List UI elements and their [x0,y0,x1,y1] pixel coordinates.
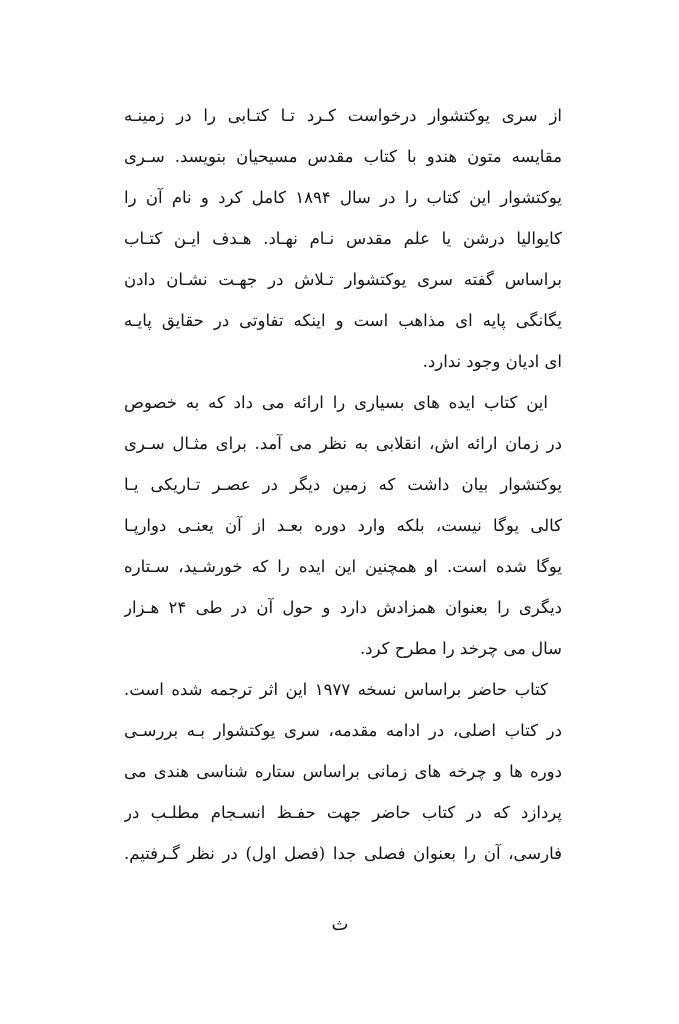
paragraph-3-line-4: پردازد که در کتاب حاضر جهت حفـظ انسـجام مطلـب در [124,803,562,822]
paragraph-2-line-2: در زمان ارائه اش، انقلابی به نظر می آمد. برای مثـال سـری [124,434,562,453]
paragraph-2-line-1: این کتاب ایده های بسیاری را ارائه می داد که به خصوص [124,393,548,412]
paragraph-3-line-1: کتاب حاضر براساس نسخه ۱۹۷۷ این اثر ترجمه شده است. [124,680,548,699]
paragraph-1-line-3: یوکتشوار این کتاب را در سال ۱۸۹۴ کامل کرد و نام آن را [124,188,562,207]
paragraph-1-line-7: ای ادیان وجود ندارد. [422,352,562,371]
paragraph-2-line-6: دیگری را بعنوان همزادش دارد و حول آن در طی ۲۴ هـزار [124,598,562,617]
paragraph-1-line-1: از سری یوکتشوار درخواست کـرد تـا کتـابی را در زمینـه [124,106,562,125]
paragraph-3-line-5: فارسی، آن را بعنوان فصلی جدا (فصل اول) در نظر گـرفتیم. [124,844,562,863]
paragraph-1-line-5: براساس گفته سری یوکتشوار تـلاش در جهـت نشـان دادن [124,270,562,289]
paragraph-3-line-2: در کتاب اصلی، در ادامه مقدمه، سری یوکتشوار بـه بررسـی [124,721,562,740]
paragraph-3-line-3: دوره ها و چرخه های زمانی براساس ستاره شناسی هندی می [124,762,562,781]
paragraph-2-line-3: یوکتشوار بیان داشت که زمین دیگر در عصـر تـاریکی یـا [124,475,562,494]
paragraph-1-line-4: کایوالیا درشن یا علم مقدس نـام نهـاد. هـدف ایـن کتـاب [124,229,562,248]
paragraph-2-line-4: کالی یوگا نیست، بلکه وارد دوره بعـد از آن یعنـی دوارپـا [124,516,562,535]
page-number: ث [331,914,349,935]
paragraph-1-line-6: یگانگی پایه ای مذاهب است و اینکه تفاوتی در حقایق پایـه [124,311,562,330]
paragraph-2-line-7: سال می چرخد را مطرح کرد. [359,639,562,658]
paragraph-1-line-2: مقایسه متون هندو با کتاب مقدس مسیحیان بنویسد. سـری [124,147,562,166]
paragraph-2-line-5: یوگا شده است. او همچنین این ایده را که خورشـید، سـتاره [124,557,562,576]
body-text [124,95,562,874]
